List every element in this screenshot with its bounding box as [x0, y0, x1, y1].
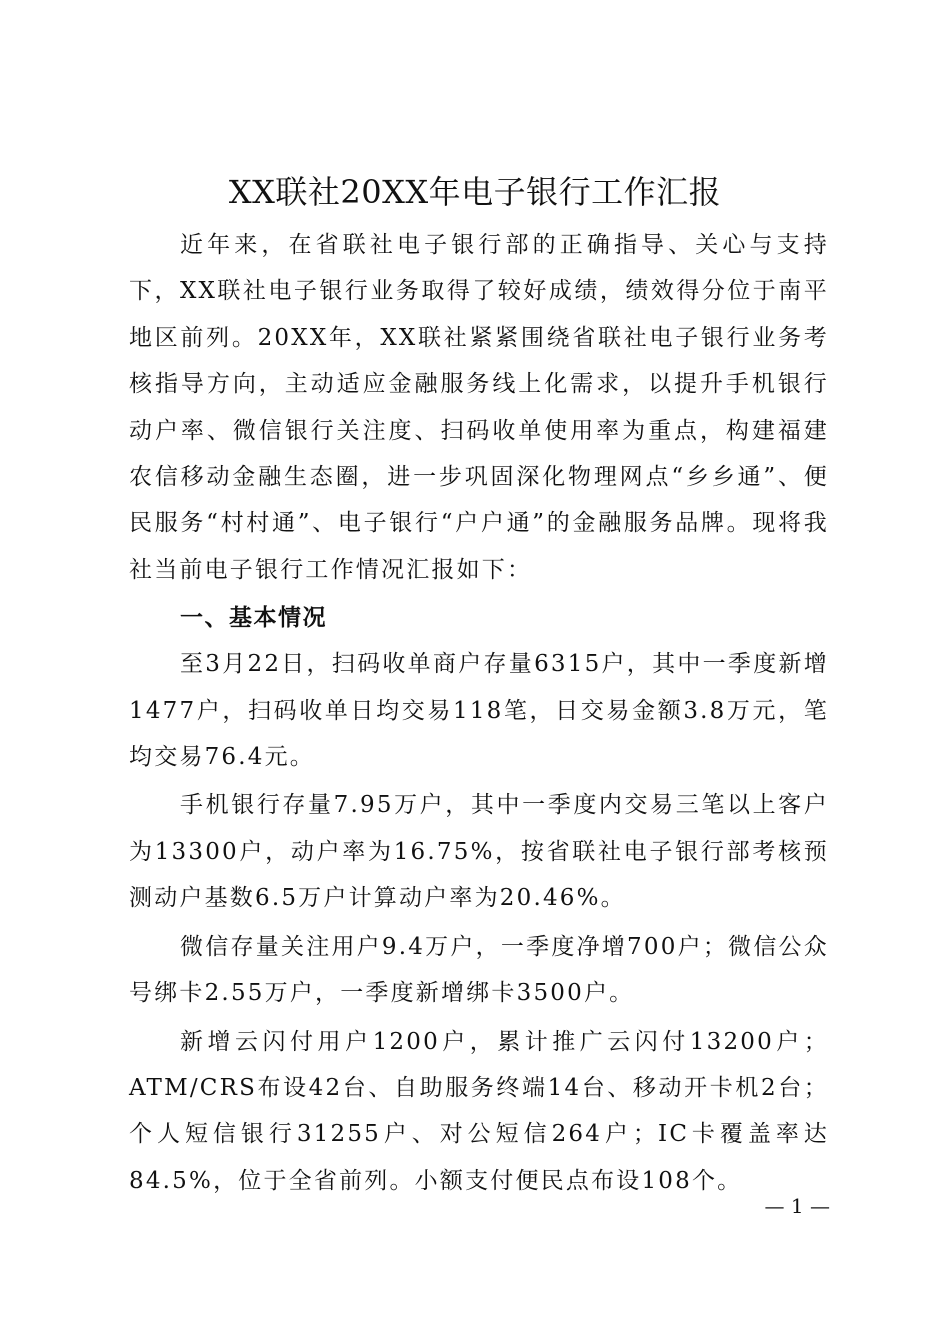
page-number: — 1 — [764, 1194, 830, 1218]
paragraph-wechat-banking: 微信存量关注用户9.4万户，一季度净增700户；微信公众号绑卡2.55万户，一季度新增绑卡3500户。 [129, 933, 829, 1007]
document-body [129, 222, 829, 1204]
paragraph-mobile-banking: 手机银行存量7.95万户，其中一季度内交易三笔以上客户为13300户，动户率为16.75%，按省联社电子银行部考核预测动户基数6.5万户计算动户率为20.46%。 [129, 792, 829, 912]
paragraph-merchant-qr-payments: 至3月22日，扫码收单商户存量6315户，其中一季度新增1477户，扫码收单日均交易118笔，日交易金额3.8万元，笔均交易76.4元。 [129, 651, 829, 771]
paragraph-cloud-quickpass-and-devices: 新增云闪付用户1200户，累计推广云闪付13200户；ATM/CRS布设42台、自助服务终端14台、移动开卡机2台；个人短信银行31255户、对公短信264户；IC卡覆盖率达84.5%，位于全省前列。小额支付便民点布设108个。 [129, 1028, 829, 1194]
section-heading-basic-situation: 一、基本情况 [180, 605, 327, 632]
intro-paragraph: 近年来，在省联社电子银行部的正确指导、关心与支持下，XX联社电子银行业务取得了较好成绩，绩效得分位于南平地区前列。20XX年，XX联社紧紧围绕省联社电子银行业务考核指导方向，主动适应金融服务线上化需求，以提升手机银行动户率、微信银行关注度、扫码收单使用率为重点，构建福建农信移动金融生态圈，进一步巩固深化物理网点“乡乡通”、便民服务“村村通”、电子银行“户户通”的金融服务品牌。现将我社当前电子银行工作情况汇报如下： [129, 232, 829, 583]
document-title: XX联社20XX年电子银行工作汇报 [228, 173, 722, 211]
